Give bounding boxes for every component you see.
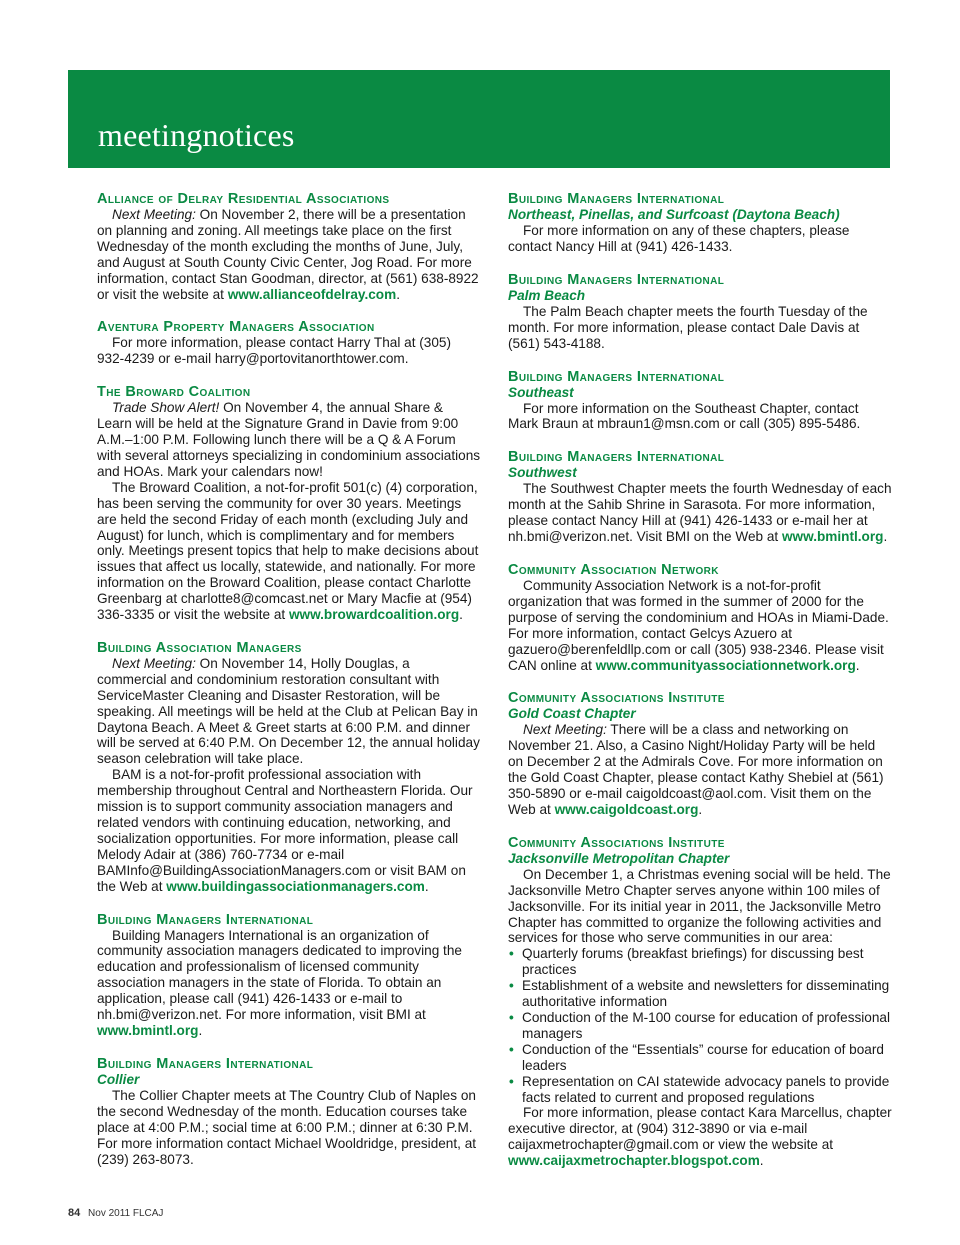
notice-paragraph [97,400,481,480]
section-title: Building Managers International [508,449,725,466]
section-title: Building Managers International [508,191,725,207]
notice-section [97,912,481,1039]
chapter-subtitle: Southwest [508,465,577,481]
website-link[interactable]: www.communityassociationnetwork.org [595,657,856,673]
chapter-subtitle: Collier [97,1071,140,1087]
bullet-item: • Establishment of a website and newsletters for disseminating authoritative information [508,978,892,1010]
body-text: For more information, please contact Harry Thal at (305) 932-4239 or e-mail harry@portovitanorthtower.com. [97,335,451,367]
section-title: Building Managers International [97,1055,314,1072]
chapter-subtitle: Southeast [508,384,574,400]
trailing-text: . [198,1022,203,1038]
website-link[interactable]: www.buildingassociationmanagers.com [166,878,425,894]
section-title: Building Managers International [508,271,725,288]
bullet-item: • Quarterly forums (breakfast briefings) for discussing best practices [508,946,892,978]
lead-in-text: Next Meeting: [112,207,196,222]
notice-section [508,449,892,545]
chapter-subtitle: Gold Coast Chapter [508,706,636,722]
body-text: On December 1, a Christmas evening social will be held. The Jacksonville Metro Chapter serves anyone within 100 miles of Jacksonville. For its initial year in 2011, the Jacksonville Metro Chapter has committed to organize the following activities and services for those who serve communities in our area: [508,866,891,946]
website-link[interactable]: www.caijaxmetrochapter.blogspot.com [508,1153,760,1169]
trailing-text: . [396,286,400,302]
notice-section [508,369,892,433]
notice-section [508,272,892,352]
chapter-subtitle: Jacksonville Metropolitan Chapter [508,850,730,866]
bullet-item: • Conduction of the “Essentials” course for education of board leaders [508,1042,892,1074]
body-text: On November 2, there will be a presentation on planning and zoning. All meetings take place on the first Wednesday of the month excluding the months of June, July, and August at South County Civic Center, Jog Road. For more information, contact Stan Goodman, director, at (561) 638-8922 or visit the website at [97,207,479,302]
notice-section [508,562,892,673]
page-number: 84 [68,1207,81,1219]
page-footer [68,1207,163,1219]
notice-section [97,384,481,623]
notice-section [97,191,481,302]
section-title: Community Associations Institute [508,690,725,707]
notice-paragraph [97,928,481,1039]
trailing-text: . [459,607,463,623]
website-link[interactable]: www.allianceofdelray.com [227,286,397,302]
trailing-text: . [883,529,888,545]
bullet-item: • Conduction of the M-100 course for education of professional managers [508,1010,892,1042]
notice-paragraph [508,223,892,255]
notice-paragraph [508,401,892,433]
lead-in-text: Next Meeting: [112,655,196,671]
body-text: For more information, please contact Kara Marcellus, chapter executive director, at (904) 312-3890 or via e-mail caijaxmetrochapter@gmail.com or view the website at [508,1105,892,1153]
chapter-subtitle: Northeast, Pinellas, and Surfcoast (Daytona Beach) [508,207,840,222]
notice-paragraph [97,335,481,367]
right-column [508,191,892,1186]
issue-label: Nov 2011 FLCAJ [88,1208,164,1219]
header-banner [68,70,890,168]
body-text: BAM is a not-for-profit professional association with membership throughout Central and Northeastern Florida. Our mission is to support community association managers and related vendors with continuing education, networking, and socialization opportunities. For more information, please call Melody Adair at (386) 760-7734 or e-mail BAMInfo@BuildingAssociationManagers.com or visit BAM on the Web at [97,767,473,894]
body-text: The Broward Coalition, a not-for-profit 501(c) (4) corporation, has been serving the community for over 30 years. Meetings are held the second Friday of each month (excluding July and August) for lunch, which is complimentary and for members only. Meetings present topics that help to make decisions about issues that affect us locally, statewide, and nationally. For more information on the Broward Coalition, please contact Charlotte Greenbarg at charlotte8@comcast.net or Mary Macfie at (954) 336-3335 or visit the website at [97,479,479,623]
body-text: Building Managers International is an organization of community association managers dedicated to improving the education and professionalism of licensed community association managers in the state of Florida. To obtain an application, please call (941) 426-1433 or e-mail to nh.bmi@verizon.net. For more information, visit BMI at [97,927,462,1023]
body-text: For more information on the Southeast Chapter, contact Mark Braun at mbraun1@msn.com or call (305) 895-5486. [508,400,861,432]
body-text: On November 4, the annual Share & Learn will be held at the Signature Grand in Davie from 9:00 A.M.–1:00 P.M. Following lunch there will be a Q & A Forum with several attorneys specializing in condominium associations and HOAs. Mark your calendars now! [97,400,481,479]
body-text: For more information on any of these chapters, please contact Nancy Hill at (941) 426-1433. [508,223,850,254]
body-text: There will be a class and networking on November 21. Also, a Casino Night/Holiday Party will be held on December 2 at the Admirals Cove. For more information on the Gold Coast Chapter, please contact Kathy Shebiel at (561) 350-5890 or e-mail caigoldcoast@aol.com. Visit them on the Web at [508,722,884,817]
section-title: Community Association Network [508,561,719,578]
website-link[interactable]: www.bmintl.org [97,1022,199,1038]
notice-section [508,191,892,255]
section-title: Building Association Managers [97,639,302,656]
left-column [97,191,481,1184]
section-title: Community Associations Institute [508,834,725,851]
notice-section [97,640,481,895]
website-link[interactable]: www.bmintl.org [781,529,884,545]
section-title: Building Managers International [97,911,314,928]
website-link[interactable]: www.browardcoalition.org [288,607,460,623]
notice-section [508,835,892,1169]
trailing-text: . [698,801,703,817]
bullet-item: • Representation on CAI statewide advocacy panels to provide facts related to current and proposed regulations [508,1074,892,1106]
notice-paragraph [97,480,481,623]
notice-paragraph [97,767,481,894]
bullet-list [508,946,892,1105]
lead-in-text: Trade Show Alert! [112,400,220,416]
chapter-subtitle: Palm Beach [508,287,586,303]
lead-in-text: Next Meeting: [523,722,607,738]
trailing-text: . [855,657,860,673]
notice-paragraph [508,304,892,352]
notice-paragraph [508,867,892,947]
notice-section [97,1056,481,1168]
body-text: On November 14, Holly Douglas, a commercial and condominium restoration consultant with ServiceMaster Cleaning and Disaster Restoration, will be speaking. All meetings will be held at the Club at Pelican Bay in Daytona Beach. A Meet & Greet starts at 6:00 P.M. and dinner will be served at 6:40 P.M. On December 12, the annual holiday season celebration will take place. [97,655,480,767]
body-text: The Collier Chapter meets at The Country Club of Naples on the second Wednesday of the month. Education courses take place at 4:00 P.M.; social time at 6:00 P.M.; dinner at 6:30 P.M. For more information contact Michael Wooldridge, president, at (239) 263-8073. [97,1087,477,1167]
body-text: The Southwest Chapter meets the fourth Wednesday of each month at the Sahib Shrine in Sarasota. For more information, please contact Nancy Hill at (941) 426-1433 or e-mail her at nh.bmi@verizon.net. Visit BMI on the Web at [508,481,892,545]
section-title: Building Managers International [508,368,725,385]
body-text: Community Association Network is a not-for-profit organization that was formed in the summer of 2000 for the purpose of serving the condominium and HOAs in Miami-Dade. For more information, contact Gelcys Azuero at gazuero@berenfeldllp.com or call (305) 938-2346. Please visit CAN online at [508,577,889,673]
notice-paragraph [508,722,892,817]
notice-section [508,690,892,817]
trailing-text: . [759,1153,764,1169]
page-title: meetingnotices [98,117,295,153]
section-title: The Broward Coalition [97,384,251,401]
trailing-text: . [424,878,429,894]
body-text: The Palm Beach chapter meets the fourth Tuesday of the month. For more information, please contact Dale Davis at (561) 543-4188. [508,303,868,351]
section-title: Aventura Property Managers Association [97,319,375,336]
notice-paragraph [97,1088,481,1168]
notice-paragraph [508,1105,892,1169]
notice-paragraph [508,578,892,673]
notice-section [97,319,481,367]
notice-paragraph [508,481,892,545]
website-link[interactable]: www.caigoldcoast.org [554,801,699,817]
notice-paragraph [97,207,481,302]
notice-paragraph [97,656,481,767]
section-title: Alliance of Delray Residential Associations [97,191,390,207]
